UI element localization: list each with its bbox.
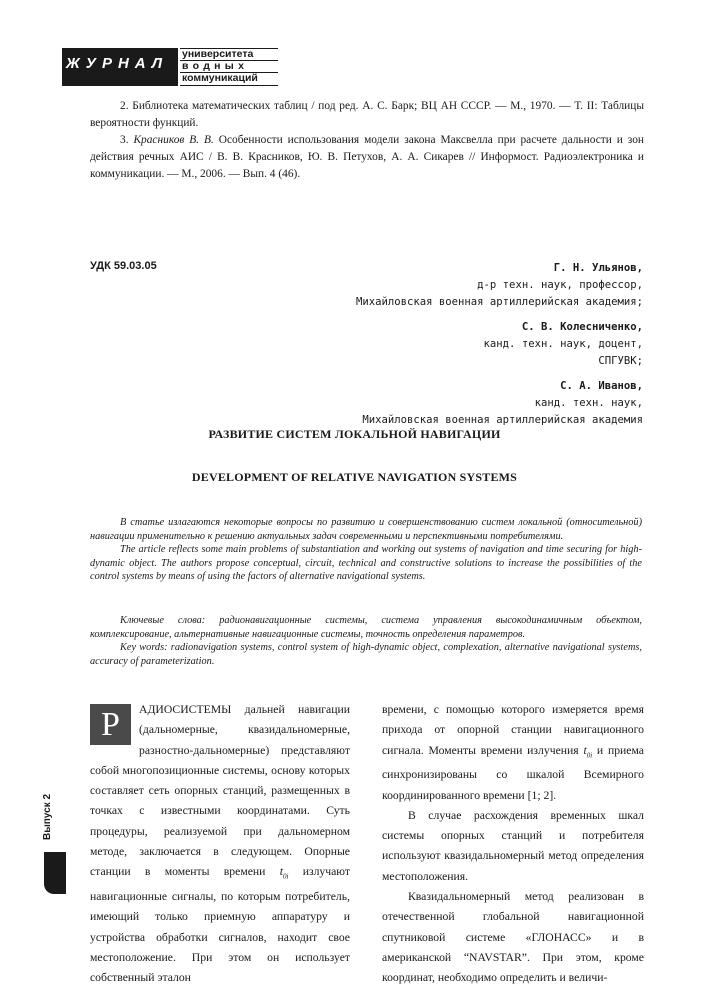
keywords: [90, 614, 642, 668]
reference-item: 2. Библиотека математических таблиц / под ред. А. С. Барк; ВЦ АН СССР. — М., 1970. — Т. II: Таблицы вероятности функций.: [90, 100, 644, 129]
logo-zhurnal-text: ЖУРНАЛ: [65, 55, 169, 72]
journal-logo: [62, 48, 278, 86]
body-text: излучают навигационные сигналы, по которым потребитель, имеющий только приемную аппаратуру и устройства обработки сигналов, находит свое местоположение. При этом он использует собственный эталон: [90, 865, 350, 985]
author-affiliation: Михайловская военная артиллерийская академия: [362, 414, 643, 426]
body-text: АДИОСИСТЕМЫ дальней навигации (дальномерные, квазидальномерные, разностно-дальномерные) представляют собой многопозиционные системы, основу которых составляет сеть опорных станций, размещенных в точках с известными координатами. Суть процедуры, реализуемой при дальномерном методе, заключается в следующем. Опорные станции в моменты времени: [90, 703, 350, 879]
logo-right-block: [180, 48, 278, 86]
math-t: t: [583, 743, 587, 757]
udk-code: УДК 59.03.05: [90, 260, 157, 272]
author-degree: канд. техн. наук, доцент,: [483, 338, 643, 350]
author-affiliation: СПГУВК;: [598, 355, 643, 367]
issue-tab: [40, 770, 66, 882]
body-text: времени, с помощью которого измеряется время прихода от опорной станции навигационного сигнала. Моменты времени излучения: [382, 703, 644, 757]
abstract-ru: В статье излагаются некоторые вопросы по развитию и совершенствованию систем локальной (относительной) навигации применительно к решению актуальных задач современными и перспективными потребителями.: [90, 517, 642, 542]
author-name: Г. Н. Ульянов,: [553, 262, 643, 274]
reference-text: Особенности использования модели закона Максвелла при расчете дальности и зон действия речных АИС / В. В. Красников, Ю. В. Петухов, А. А. Сикарев // Информост. Радиоэлектроника и коммуникации. — М., 2006. — Вып. 4 (46).: [90, 134, 644, 180]
math-t: t: [279, 865, 283, 879]
issue-tab-label-area: [40, 770, 66, 848]
author-affiliation: Михайловская военная артиллерийская академия;: [355, 296, 643, 308]
reference-author: Красников В. В.: [133, 134, 214, 146]
article-title-en: DEVELOPMENT OF RELATIVE NAVIGATION SYSTEMS: [191, 470, 518, 484]
logo-rule: [180, 85, 278, 86]
keywords-en: Key words: radionavigation systems, control system of high-dynamic object, complexation, alternative navigational systems, accuracy of parameterization.: [90, 642, 642, 667]
author-degree: канд. техн. наук,: [534, 397, 643, 409]
body-paragraph: Квазидальномерный метод реализован в отечественной глобальной навигационной спутниковой системе «ГЛОНАСС» и в американской “NAVSTAR”. При этом, кроме координат, необходимо определить и величи-: [382, 890, 644, 985]
author-name: С. А. Иванов,: [560, 380, 643, 392]
issue-tab-block: [44, 852, 66, 894]
abstract: [90, 516, 642, 584]
math-subscript: 0i: [282, 872, 289, 881]
drop-cap: Р: [90, 704, 131, 745]
reference-number: 3.: [120, 134, 134, 146]
body-paragraph: [382, 700, 644, 806]
logo-line-3: коммуникаций: [182, 72, 258, 84]
reference-item: [90, 132, 644, 183]
body-column-right: [382, 700, 644, 988]
logo-line-1: университета: [182, 48, 254, 60]
body-paragraph: [90, 700, 350, 988]
issue-label: Выпуск 2: [42, 793, 53, 840]
authors-block: [223, 260, 643, 429]
body-paragraph: В случае расхождения временных шкал системы опорных станций и потребителя используют квазидальномерный метод определения местоположения.: [382, 808, 644, 883]
logo-line-2: водных: [182, 60, 249, 72]
keywords-ru: Ключевые слова: радионавигационные системы, система управления высокодинамичным объектом, комплексирование, альтернативные навигационные системы, точность определения параметров.: [90, 615, 642, 640]
body-column-left: [90, 700, 350, 988]
author-name: С. В. Колесниченко,: [521, 321, 643, 333]
references-list: [90, 98, 644, 183]
body-text: и приема синхронизированы со шкалой Всемирного координированного времени [1; 2].: [382, 743, 644, 802]
math-subscript: 0i: [586, 750, 593, 759]
author-degree: д-р техн. наук, профессор,: [477, 279, 643, 291]
article-title-ru: РАЗВИТИЕ СИСТЕМ ЛОКАЛЬНОЙ НАВИГАЦИИ: [208, 427, 501, 441]
abstract-en: The article reflects some main problems of substantiation and working out systems of navigation and time securing for high-dynamic object. The authors propose conceptual, circuit, technical and constructive solutions to increase the possibilities of the control systems by means of using the factors of alternative navigational systems.: [90, 544, 642, 583]
